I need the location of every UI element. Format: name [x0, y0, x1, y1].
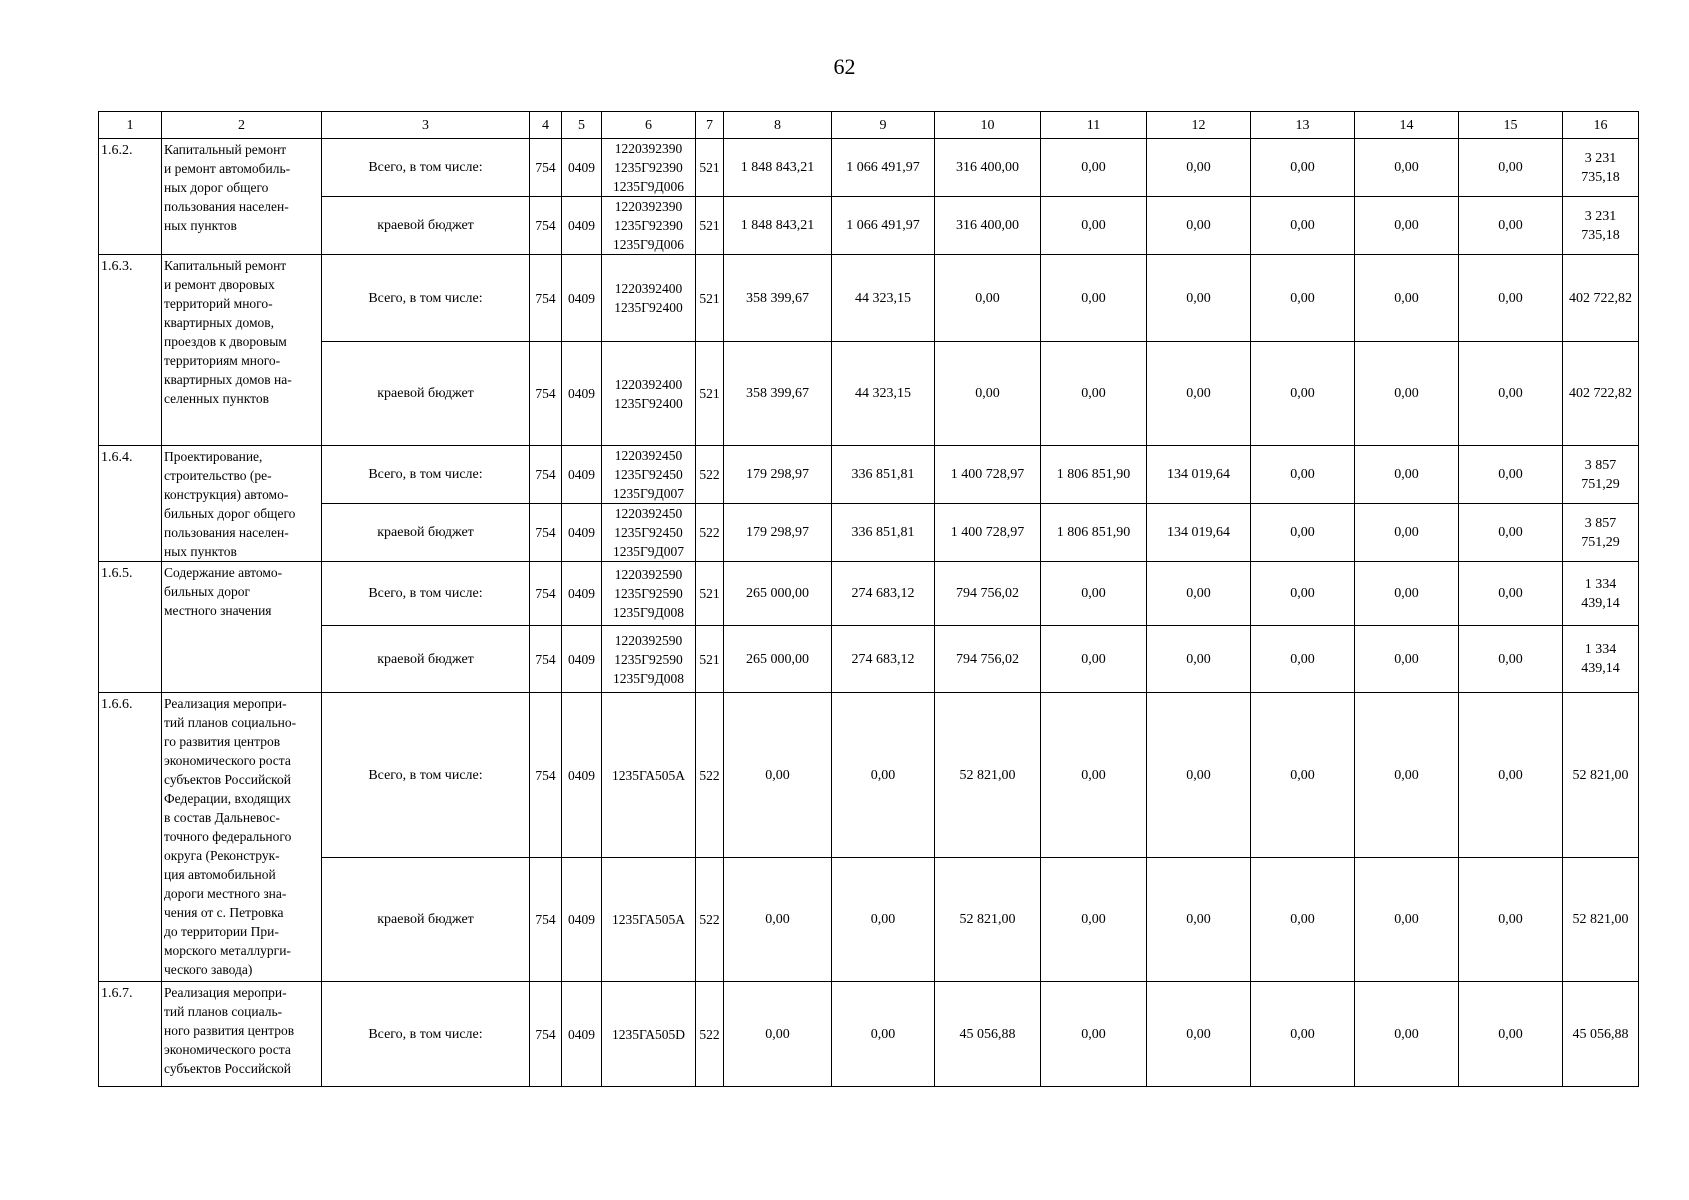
amount-cell-15: 0,00: [1459, 139, 1563, 197]
header-cell: 11: [1041, 112, 1147, 139]
table-row: [99, 446, 1639, 504]
target-article-cell: 1235ГА505D: [602, 982, 696, 1087]
amount-cell-13: 0,00: [1251, 197, 1355, 255]
ministry-code-cell: 754: [530, 446, 562, 504]
amount-cell-8: 265 000,00: [724, 562, 832, 626]
amount-cell-10: 1 400 728,97: [935, 446, 1041, 504]
amount-cell-16: 3 231 735,18: [1563, 139, 1639, 197]
target-article-cell: 1220392590 1235Г92590 1235Г9Д008: [602, 562, 696, 626]
ministry-code-cell: 754: [530, 197, 562, 255]
amount-cell-9: 0,00: [832, 693, 935, 858]
section-code-cell: 0409: [562, 982, 602, 1087]
expense-type-cell: 521: [696, 562, 724, 626]
amount-cell-10: 316 400,00: [935, 197, 1041, 255]
table-row: [99, 139, 1639, 197]
item-name-cell: Содержание автомо- бильных дорог местного значения: [162, 562, 322, 693]
item-number-cell: 1.6.3.: [99, 255, 162, 446]
amount-cell-15: 0,00: [1459, 982, 1563, 1087]
header-cell: 4: [530, 112, 562, 139]
amount-cell-13: 0,00: [1251, 858, 1355, 982]
amount-cell-9: 336 851,81: [832, 504, 935, 562]
table-row: [99, 693, 1639, 858]
amount-cell-13: 0,00: [1251, 562, 1355, 626]
header-cell: 16: [1563, 112, 1639, 139]
amount-cell-8: 1 848 843,21: [724, 139, 832, 197]
amount-cell-15: 0,00: [1459, 626, 1563, 693]
item-name-cell: Реализация меропри- тий планов социаль- ного развития центров экономического роста субъектов Российской: [162, 982, 322, 1087]
item-number-cell: 1.6.7.: [99, 982, 162, 1087]
amount-cell-12: 0,00: [1147, 197, 1251, 255]
amount-cell-11: 0,00: [1041, 342, 1147, 446]
amount-cell-11: 0,00: [1041, 982, 1147, 1087]
ministry-code-cell: 754: [530, 139, 562, 197]
funding-source-cell: Всего, в том числе:: [322, 982, 530, 1087]
ministry-code-cell: 754: [530, 858, 562, 982]
amount-cell-14: 0,00: [1355, 693, 1459, 858]
funding-source-cell: Всего, в том числе:: [322, 139, 530, 197]
ministry-code-cell: 754: [530, 626, 562, 693]
amount-cell-10: 0,00: [935, 255, 1041, 342]
amount-cell-11: 1 806 851,90: [1041, 504, 1147, 562]
amount-cell-8: 0,00: [724, 693, 832, 858]
amount-cell-14: 0,00: [1355, 562, 1459, 626]
amount-cell-16: 402 722,82: [1563, 255, 1639, 342]
amount-cell-11: 0,00: [1041, 197, 1147, 255]
amount-cell-16: 52 821,00: [1563, 858, 1639, 982]
amount-cell-15: 0,00: [1459, 342, 1563, 446]
header-cell: 2: [162, 112, 322, 139]
table-row: [99, 255, 1639, 342]
expense-type-cell: 522: [696, 982, 724, 1087]
amount-cell-9: 1 066 491,97: [832, 139, 935, 197]
amount-cell-11: 0,00: [1041, 626, 1147, 693]
amount-cell-13: 0,00: [1251, 693, 1355, 858]
amount-cell-14: 0,00: [1355, 342, 1459, 446]
amount-cell-16: 402 722,82: [1563, 342, 1639, 446]
target-article-cell: 1220392400 1235Г92400: [602, 255, 696, 342]
target-article-cell: 1220392590 1235Г92590 1235Г9Д008: [602, 626, 696, 693]
target-article-cell: 1220392450 1235Г92450 1235Г9Д007: [602, 446, 696, 504]
page-number: 62: [833, 54, 856, 79]
table-row: [99, 197, 1639, 255]
table-body: [99, 139, 1639, 1087]
amount-cell-13: 0,00: [1251, 446, 1355, 504]
amount-cell-16: 52 821,00: [1563, 693, 1639, 858]
amount-cell-15: 0,00: [1459, 255, 1563, 342]
amount-cell-9: 0,00: [832, 858, 935, 982]
section-code-cell: 0409: [562, 139, 602, 197]
item-name-cell: Капитальный ремонт и ремонт автомобиль- ных дорог общего пользования населен- ных пунктов: [162, 139, 322, 255]
header-cell: 9: [832, 112, 935, 139]
amount-cell-8: 179 298,97: [724, 446, 832, 504]
header-cell: 1: [99, 112, 162, 139]
amount-cell-12: 0,00: [1147, 626, 1251, 693]
amount-cell-16: 45 056,88: [1563, 982, 1639, 1087]
header-cell: 15: [1459, 112, 1563, 139]
section-code-cell: 0409: [562, 255, 602, 342]
amount-cell-10: 794 756,02: [935, 626, 1041, 693]
header-cell: 6: [602, 112, 696, 139]
amount-cell-13: 0,00: [1251, 255, 1355, 342]
funding-source-cell: Всего, в том числе:: [322, 562, 530, 626]
target-article-cell: 1220392390 1235Г92390 1235Г9Д006: [602, 197, 696, 255]
amount-cell-8: 0,00: [724, 858, 832, 982]
target-article-cell: 1220392390 1235Г92390 1235Г9Д006: [602, 139, 696, 197]
funding-source-cell: краевой бюджет: [322, 504, 530, 562]
amount-cell-16: 1 334 439,14: [1563, 626, 1639, 693]
amount-cell-14: 0,00: [1355, 626, 1459, 693]
amount-cell-14: 0,00: [1355, 446, 1459, 504]
amount-cell-8: 1 848 843,21: [724, 197, 832, 255]
amount-cell-14: 0,00: [1355, 197, 1459, 255]
header-cell: 5: [562, 112, 602, 139]
amount-cell-13: 0,00: [1251, 342, 1355, 446]
expense-type-cell: 521: [696, 626, 724, 693]
amount-cell-15: 0,00: [1459, 446, 1563, 504]
amount-cell-11: 0,00: [1041, 693, 1147, 858]
table-row: [99, 562, 1639, 626]
funding-source-cell: краевой бюджет: [322, 197, 530, 255]
section-code-cell: 0409: [562, 858, 602, 982]
funding-source-cell: Всего, в том числе:: [322, 255, 530, 342]
amount-cell-14: 0,00: [1355, 139, 1459, 197]
amount-cell-9: 1 066 491,97: [832, 197, 935, 255]
header-cell: 10: [935, 112, 1041, 139]
amount-cell-16: 3 857 751,29: [1563, 504, 1639, 562]
amount-cell-13: 0,00: [1251, 982, 1355, 1087]
amount-cell-15: 0,00: [1459, 197, 1563, 255]
expense-type-cell: 521: [696, 255, 724, 342]
expense-type-cell: 522: [696, 693, 724, 858]
target-article-cell: 1235ГА505А: [602, 858, 696, 982]
header-cell: 14: [1355, 112, 1459, 139]
amount-cell-10: 0,00: [935, 342, 1041, 446]
target-article-cell: 1235ГА505А: [602, 693, 696, 858]
item-name-cell: Реализация меропри- тий планов социально- го развития центров экономического роста субъектов Российской Федерации, входящих в состав Дальневос- точного федерального округа (Реконструк- ция автомобильной дороги местного зна- чения от с. Петровка до территории При- морского металлурги- ческого завода): [162, 693, 322, 982]
expense-type-cell: 522: [696, 504, 724, 562]
section-code-cell: 0409: [562, 197, 602, 255]
expense-type-cell: 521: [696, 342, 724, 446]
header-cell: 12: [1147, 112, 1251, 139]
section-code-cell: 0409: [562, 626, 602, 693]
ministry-code-cell: 754: [530, 504, 562, 562]
expense-type-cell: 522: [696, 446, 724, 504]
funding-source-cell: Всего, в том числе:: [322, 693, 530, 858]
amount-cell-14: 0,00: [1355, 858, 1459, 982]
ministry-code-cell: 754: [530, 255, 562, 342]
amount-cell-11: 0,00: [1041, 858, 1147, 982]
table-row: [99, 858, 1639, 982]
amount-cell-8: 265 000,00: [724, 626, 832, 693]
amount-cell-12: 0,00: [1147, 139, 1251, 197]
amount-cell-8: 179 298,97: [724, 504, 832, 562]
amount-cell-8: 358 399,67: [724, 255, 832, 342]
header-cell: 7: [696, 112, 724, 139]
amount-cell-12: 134 019,64: [1147, 504, 1251, 562]
expense-type-cell: 522: [696, 858, 724, 982]
item-number-cell: 1.6.6.: [99, 693, 162, 982]
header-cell: 13: [1251, 112, 1355, 139]
table-row: [99, 982, 1639, 1087]
amount-cell-12: 0,00: [1147, 562, 1251, 626]
amount-cell-13: 0,00: [1251, 626, 1355, 693]
funding-source-cell: краевой бюджет: [322, 626, 530, 693]
budget-table: [98, 111, 1639, 1087]
amount-cell-9: 336 851,81: [832, 446, 935, 504]
amount-cell-12: 0,00: [1147, 342, 1251, 446]
expense-type-cell: 521: [696, 139, 724, 197]
expense-type-cell: 521: [696, 197, 724, 255]
target-article-cell: 1220392400 1235Г92400: [602, 342, 696, 446]
ministry-code-cell: 754: [530, 342, 562, 446]
amount-cell-10: 52 821,00: [935, 858, 1041, 982]
item-number-cell: 1.6.2.: [99, 139, 162, 255]
section-code-cell: 0409: [562, 693, 602, 858]
amount-cell-16: 3 857 751,29: [1563, 446, 1639, 504]
item-name-cell: Капитальный ремонт и ремонт дворовых территорий много- квартирных домов, проездов к дворовым территориям много- квартирных домов на- селенных пунктов: [162, 255, 322, 446]
ministry-code-cell: 754: [530, 982, 562, 1087]
funding-source-cell: краевой бюджет: [322, 858, 530, 982]
table-row: [99, 626, 1639, 693]
amount-cell-9: 0,00: [832, 982, 935, 1087]
section-code-cell: 0409: [562, 446, 602, 504]
header-cell: 3: [322, 112, 530, 139]
header-cell: 8: [724, 112, 832, 139]
amount-cell-12: 0,00: [1147, 255, 1251, 342]
section-code-cell: 0409: [562, 342, 602, 446]
amount-cell-12: 0,00: [1147, 982, 1251, 1087]
amount-cell-12: 0,00: [1147, 693, 1251, 858]
amount-cell-10: 794 756,02: [935, 562, 1041, 626]
amount-cell-15: 0,00: [1459, 693, 1563, 858]
amount-cell-15: 0,00: [1459, 562, 1563, 626]
amount-cell-13: 0,00: [1251, 504, 1355, 562]
amount-cell-9: 44 323,15: [832, 342, 935, 446]
ministry-code-cell: 754: [530, 562, 562, 626]
amount-cell-15: 0,00: [1459, 504, 1563, 562]
amount-cell-10: 1 400 728,97: [935, 504, 1041, 562]
section-code-cell: 0409: [562, 504, 602, 562]
amount-cell-15: 0,00: [1459, 858, 1563, 982]
item-number-cell: 1.6.5.: [99, 562, 162, 693]
amount-cell-10: 45 056,88: [935, 982, 1041, 1087]
amount-cell-10: 52 821,00: [935, 693, 1041, 858]
amount-cell-13: 0,00: [1251, 139, 1355, 197]
section-code-cell: 0409: [562, 562, 602, 626]
item-name-cell: Проектирование, строительство (ре- конструкция) автомо- бильных дорог общего пользования населен- ных пунктов: [162, 446, 322, 562]
amount-cell-8: 0,00: [724, 982, 832, 1087]
amount-cell-11: 1 806 851,90: [1041, 446, 1147, 504]
funding-source-cell: краевой бюджет: [322, 342, 530, 446]
amount-cell-11: 0,00: [1041, 255, 1147, 342]
amount-cell-12: 134 019,64: [1147, 446, 1251, 504]
header-row: [99, 112, 1639, 139]
funding-source-cell: Всего, в том числе:: [322, 446, 530, 504]
table-row: [99, 504, 1639, 562]
ministry-code-cell: 754: [530, 693, 562, 858]
amount-cell-14: 0,00: [1355, 504, 1459, 562]
amount-cell-16: 1 334 439,14: [1563, 562, 1639, 626]
amount-cell-12: 0,00: [1147, 858, 1251, 982]
amount-cell-9: 274 683,12: [832, 626, 935, 693]
amount-cell-11: 0,00: [1041, 562, 1147, 626]
amount-cell-10: 316 400,00: [935, 139, 1041, 197]
amount-cell-14: 0,00: [1355, 255, 1459, 342]
amount-cell-14: 0,00: [1355, 982, 1459, 1087]
amount-cell-16: 3 231 735,18: [1563, 197, 1639, 255]
item-number-cell: 1.6.4.: [99, 446, 162, 562]
amount-cell-8: 358 399,67: [724, 342, 832, 446]
amount-cell-9: 274 683,12: [832, 562, 935, 626]
amount-cell-9: 44 323,15: [832, 255, 935, 342]
table-row: [99, 342, 1639, 446]
target-article-cell: 1220392450 1235Г92450 1235Г9Д007: [602, 504, 696, 562]
amount-cell-11: 0,00: [1041, 139, 1147, 197]
